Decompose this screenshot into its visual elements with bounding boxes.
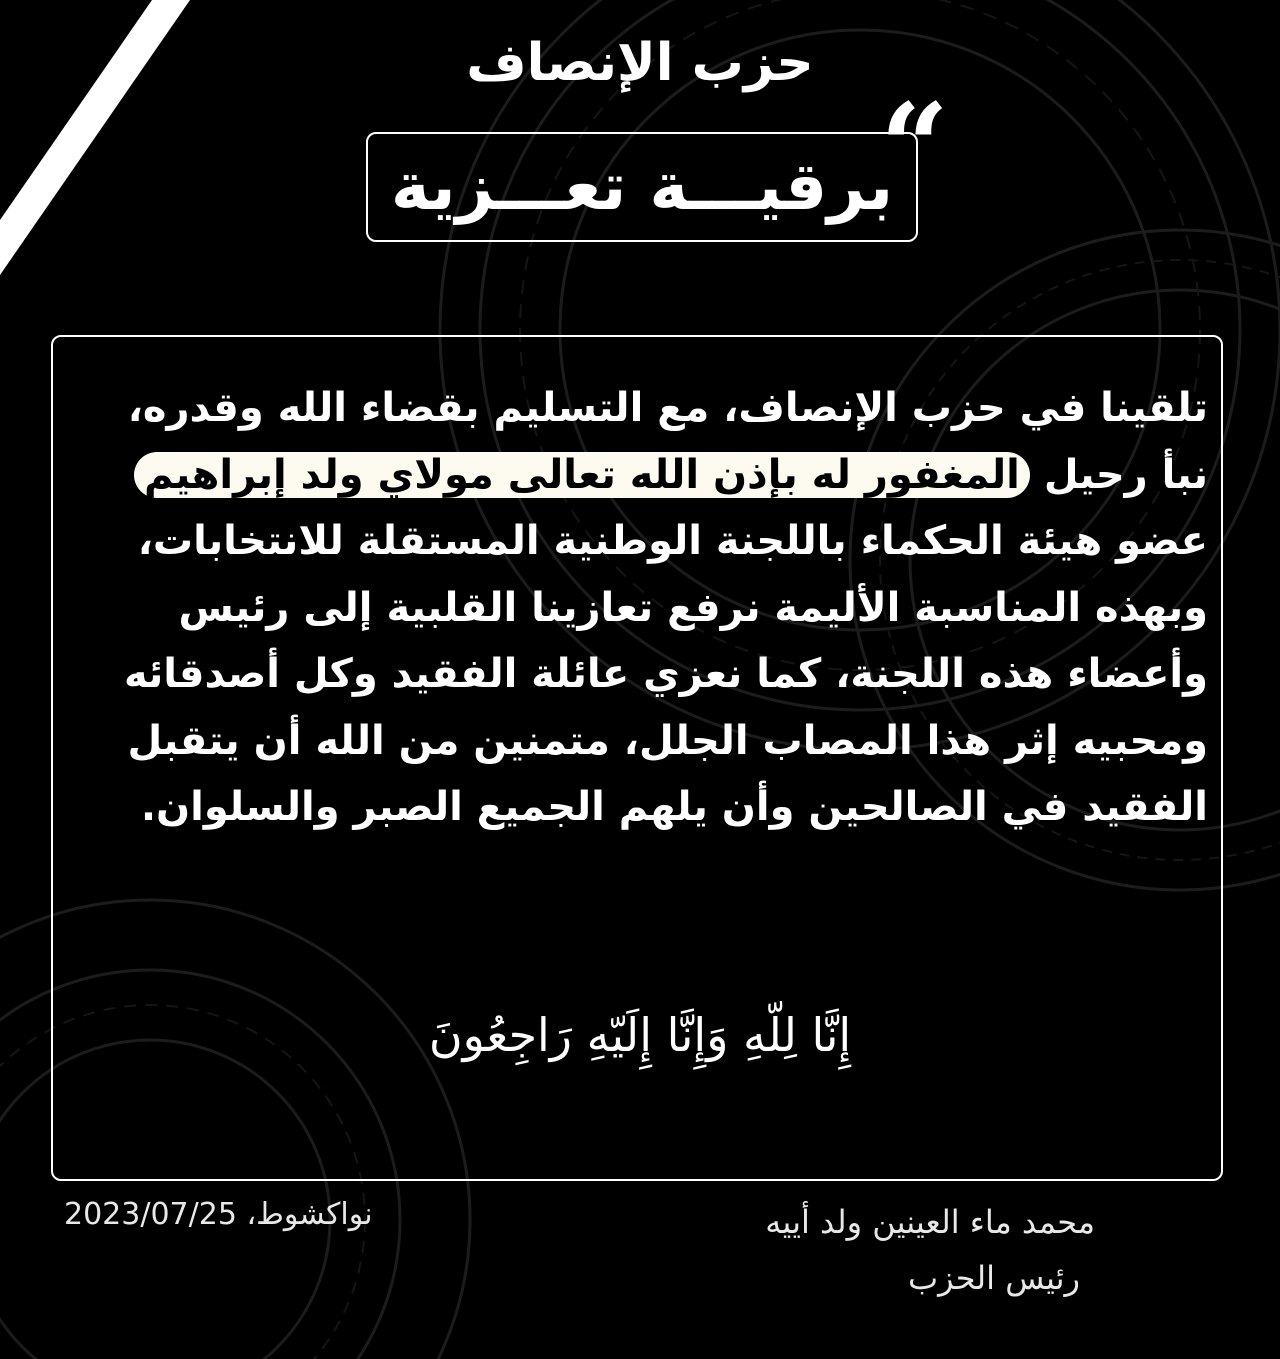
condolence-title: برقيـــة تعـــزية <box>390 148 894 225</box>
message-line-4: وبهذه المناسبة الأليمة نرفع تعازينا القلبية إلى رئيس <box>178 584 1208 631</box>
signatory-name: محمد ماء العينين ولد أييه <box>765 1203 1095 1241</box>
message-line-5: وأعضاء هذه اللجنة، كما نعزي عائلة الفقيد وكل أصدقائه <box>123 651 1208 697</box>
party-name: حزب الإنصاف <box>466 33 814 93</box>
message-line-7: الفقيد في الصالحين وأن يلهم الجميع الصبر والسلوان. <box>140 784 1208 830</box>
deceased-name-highlight: المغفور له بإذن الله تعالى مولاي ولد إبراهيم <box>134 452 1030 498</box>
condolence-title-badge <box>366 132 918 242</box>
quote-mark-icon: “ <box>880 77 950 218</box>
message-line-1: تلقينا في حزب الإنصاف، مع التسليم بقضاء الله وقدره، <box>127 385 1208 431</box>
condolence-message <box>62 375 1208 841</box>
quran-verse: إِنَّا لِلّهِ وَإِنَّا إِلَيّهِ رَاجِعُونَ <box>428 1008 852 1062</box>
signatory-title: رئيس الحزب <box>907 1259 1080 1297</box>
message-line-3: عضو هيئة الحكماء باللجنة الوطنية المستقلة للانتخابات، <box>137 518 1208 564</box>
message-line-2-prefix: نبأ رحيل <box>1043 451 1208 498</box>
message-line-6: ومحبيه إثر هذا المصاب الجلل، متمنين من الله أن يتقبل <box>127 717 1208 764</box>
message-line-2 <box>62 442 1208 509</box>
place-and-date: نواكشوط، 2023/07/25 <box>64 1197 373 1232</box>
